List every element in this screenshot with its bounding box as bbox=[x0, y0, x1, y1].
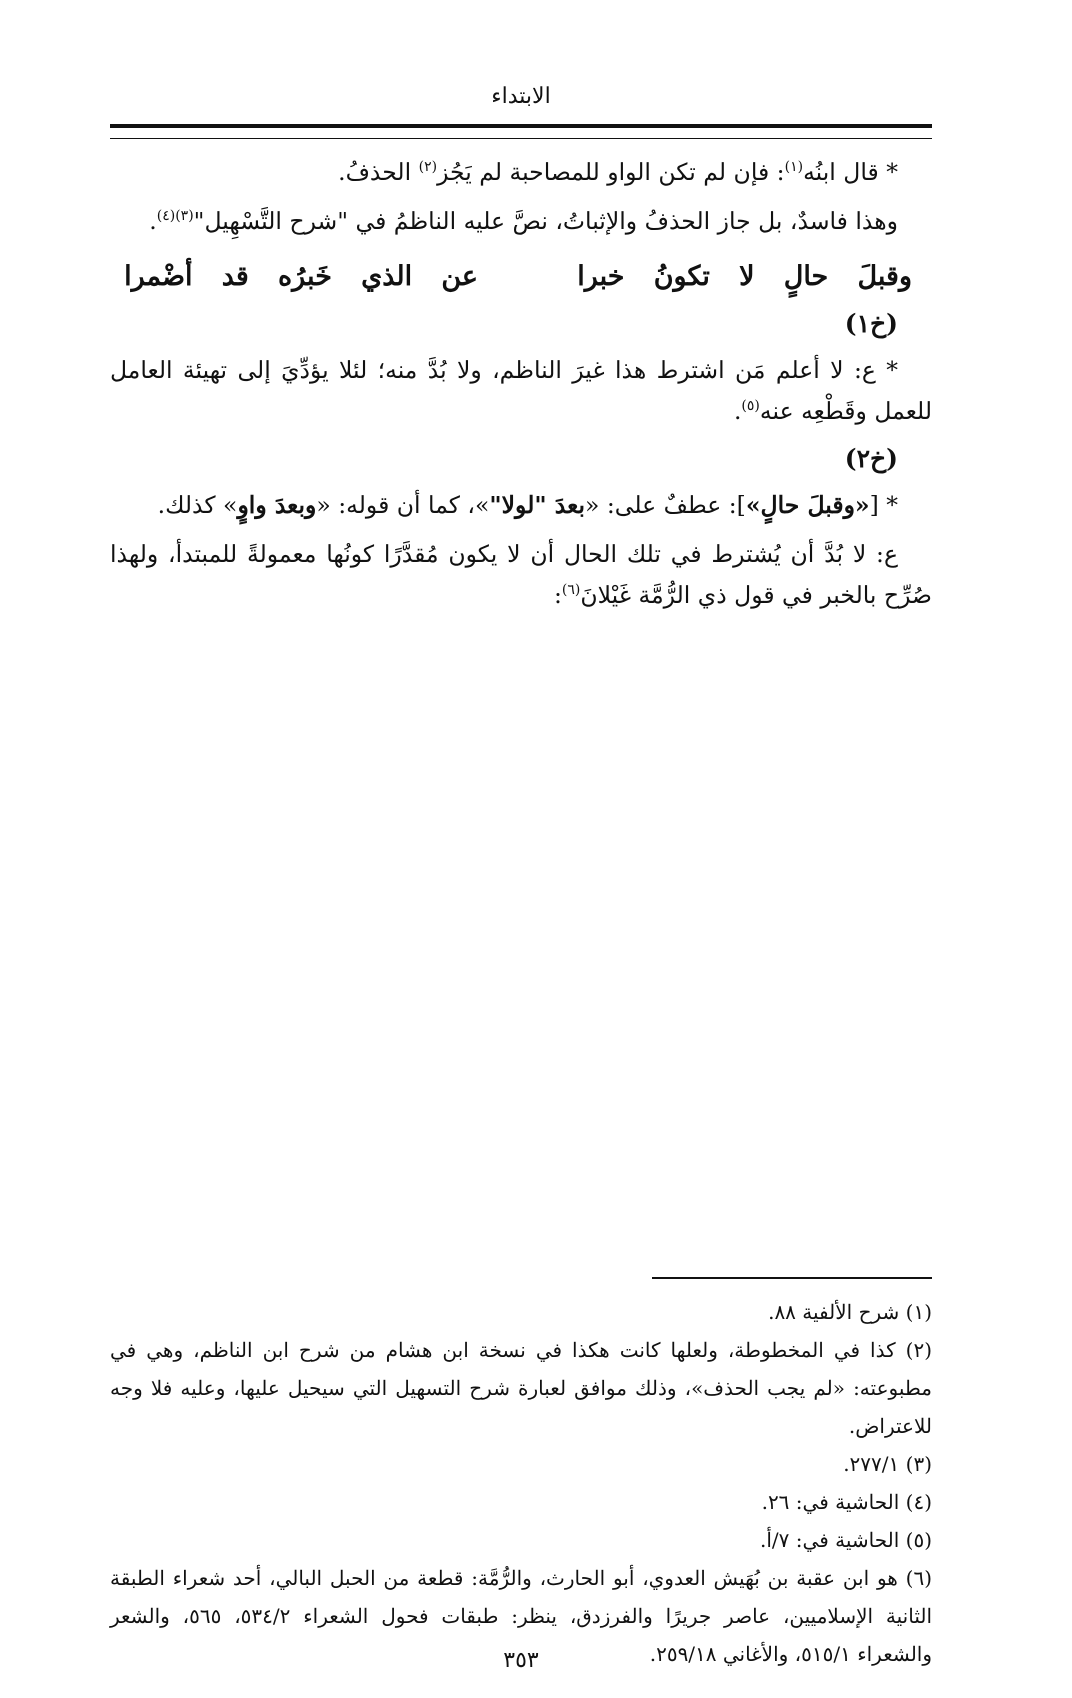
paragraph-4: * [«وقبلَ حالٍ»]: عطفٌ على: «بعدَ "لولا"»، كما أن قوله: «وبعدَ واوٍ» كذلك. bbox=[157, 491, 898, 519]
paragraph-3: * ع: لا أعلم مَن اشترط هذا غيرَ الناظم، ولا بُدَّ منه؛ لئلا يؤدِّيَ إلى تهيئة العامل للعمل وقَطْعِه عنه$^{(٥)}$. bbox=[110, 356, 932, 425]
verse-word: خبرا bbox=[577, 261, 625, 292]
header-rule-thin bbox=[110, 138, 932, 139]
footnote-6: (٦) هو ابن عقبة بن بُهَيش العدوي، أبو الحارث، والرُّمَّة: قطعة من الحبل البالي، أحد شعراء الطبقة الثانية الإسلاميين، عاصر جريرًا والفرزدق، ينظر: طبقات فحول الشعراء ٥٣٤/٢، ٥٦٥، والشعر والشعراء ٥١٥/١، والأغاني ٢٥٩/١٨. bbox=[110, 1566, 933, 1666]
section-marker-2: (خ٢) bbox=[844, 444, 898, 473]
verse-word: لا bbox=[739, 261, 755, 292]
footnotes bbox=[110, 1293, 932, 1673]
document-page bbox=[110, 0, 932, 1698]
footnote-separator bbox=[652, 1277, 932, 1279]
verse-word: الذي bbox=[361, 261, 413, 292]
page-number: ٣٥٣ bbox=[503, 1648, 539, 1673]
footnote-5: (٥) الحاشية في: ٧/أ. bbox=[760, 1528, 932, 1552]
verse-word: وقبلَ bbox=[857, 261, 912, 292]
verse-word: قد bbox=[221, 261, 249, 292]
footnote-ref-5[interactable]: (٥) bbox=[741, 398, 760, 415]
footnote-1: (١) شرح الألفية ٨٨. bbox=[768, 1300, 932, 1324]
paragraph-1: * قال ابنُه$^{(١)}$: فإن لم تكن الواو للمصاحبة لم يَجُز$^{(٢)}$ الحذفُ. bbox=[338, 158, 898, 186]
footnote-3: (٣) ٢٧٧/١. bbox=[843, 1452, 932, 1476]
verse-word: أضْمرا bbox=[124, 261, 193, 292]
footnote-ref-2[interactable]: (٢) bbox=[418, 159, 438, 176]
section-marker-1: (خ١) bbox=[844, 309, 898, 338]
footnote-ref-3-4[interactable]: (٣)(٤) bbox=[156, 208, 194, 225]
verse-word: خَبرُه bbox=[278, 261, 332, 292]
paragraph-2: وهذا فاسدٌ، بل جاز الحذفُ والإثباتُ، نصَّ عليه الناظمُ في "شرح التَّسْهِيل"$^{(٣)(٤)}$. bbox=[149, 207, 898, 235]
paragraph-5: ع: لا بُدَّ أن يُشترط في تلك الحال أن لا يكون مُقدَّرًا كونُها معمولةً للمبتدأ، ولهذا صُرِّح بالخبر في قول ذي الرُّمَّة غَيْلانَ$^{(٦)}$: bbox=[110, 540, 932, 609]
verse-line bbox=[124, 256, 912, 297]
verse-word: حالٍ bbox=[783, 261, 829, 292]
main-text bbox=[110, 152, 932, 616]
footnote-2: (٢) كذا في المخطوطة، ولعلها كانت هكذا في نسخة ابن هشام من شرح ابن الناظم، وهي في مطبوعته: «لم يجب الحذف»، وذلك موافق لعبارة شرح التسهيل التي سيحيل عليها، وعليه فلا وجه للاعتراض. bbox=[110, 1338, 932, 1438]
footnote-ref-6[interactable]: (٦) bbox=[561, 582, 581, 599]
running-head: الابتداء bbox=[491, 84, 551, 109]
header-rule-thick bbox=[110, 124, 932, 128]
verse-word: عن bbox=[441, 261, 479, 292]
footnote-4: (٤) الحاشية في: ٢٦. bbox=[761, 1490, 932, 1514]
verse-word: تكونُ bbox=[653, 261, 710, 292]
footnote-ref-1[interactable]: (١) bbox=[784, 159, 804, 176]
